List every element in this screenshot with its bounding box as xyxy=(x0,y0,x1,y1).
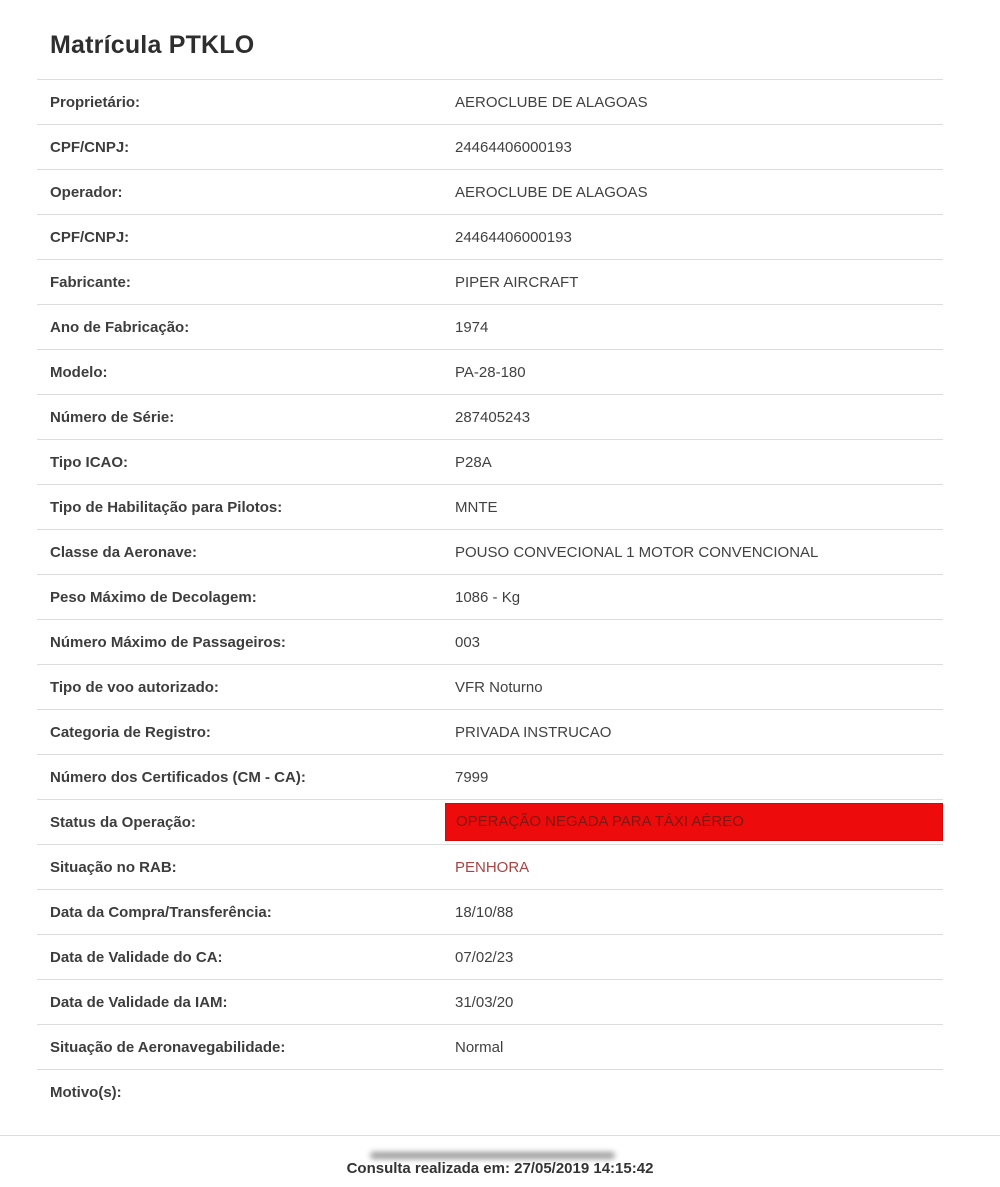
table-row xyxy=(37,935,943,980)
row-label: Motivo(s): xyxy=(50,1084,122,1101)
row-label: Data de Validade da IAM: xyxy=(50,993,228,1011)
row-label: Número Máximo de Passageiros: xyxy=(50,633,286,651)
table-row xyxy=(37,395,943,440)
row-label: Operador: xyxy=(50,183,123,201)
row-value: 24464406000193 xyxy=(455,138,572,156)
row-label: Situação no RAB: xyxy=(50,858,177,876)
row-value: 003 xyxy=(455,633,481,651)
row-label: Categoria de Registro: xyxy=(50,723,211,741)
row-value: VFR Noturno xyxy=(455,678,543,696)
row-value: 18/10/88 xyxy=(455,903,514,921)
row-value: 07/02/23 xyxy=(455,948,514,966)
table-row-status xyxy=(37,800,943,845)
row-value: 1974 xyxy=(455,318,489,336)
row-label: Data da Compra/Transferência: xyxy=(50,903,272,921)
dark-smudge-artifact xyxy=(370,1152,615,1159)
table-row xyxy=(37,1025,943,1070)
row-label: Data de Validade do CA: xyxy=(50,948,223,966)
row-value: 7999 xyxy=(455,768,489,786)
page-header xyxy=(37,0,943,80)
consulta-timestamp: Consulta realizada em: 27/05/2019 14:15:42 xyxy=(346,1160,654,1177)
row-value: PRIVADA INSTRUCAO xyxy=(455,723,612,741)
row-value: 1086 - Kg xyxy=(455,588,521,606)
row-label: Classe da Aeronave: xyxy=(50,543,198,561)
row-value: PA-28-180 xyxy=(455,363,526,381)
table-row xyxy=(37,305,943,350)
row-value: 24464406000193 xyxy=(455,228,572,246)
table-row xyxy=(37,710,943,755)
row-value: MNTE xyxy=(455,498,498,516)
row-label: Peso Máximo de Decolagem: xyxy=(50,588,257,606)
row-label: Status da Operação: xyxy=(50,813,196,831)
row-value: P28A xyxy=(455,453,492,471)
table-row xyxy=(37,215,943,260)
row-value: Normal xyxy=(455,1038,504,1056)
table-row xyxy=(37,575,943,620)
row-label: Número de Série: xyxy=(50,408,175,426)
table-row xyxy=(37,890,943,935)
row-label: Fabricante: xyxy=(50,273,131,291)
row-label: Proprietário: xyxy=(50,93,141,111)
row-value xyxy=(455,803,943,841)
row-value: AEROCLUBE DE ALAGOAS xyxy=(455,93,648,111)
status-negada-badge: OPERAÇÃO NEGADA PARA TÁXI AÉREO xyxy=(445,803,943,841)
row-value: 31/03/20 xyxy=(455,993,514,1011)
row-label: Tipo de Habilitação para Pilotos: xyxy=(50,498,283,516)
table-row xyxy=(37,530,943,575)
row-value: POUSO CONVECIONAL 1 MOTOR CONVENCIONAL xyxy=(455,543,819,561)
table-row xyxy=(37,755,943,800)
table-row xyxy=(37,620,943,665)
row-value: PIPER AIRCRAFT xyxy=(455,273,579,291)
table-row xyxy=(37,485,943,530)
row-value xyxy=(455,859,943,876)
row-label: Situação de Aeronavegabilidade: xyxy=(50,1038,286,1056)
row-value: AEROCLUBE DE ALAGOAS xyxy=(455,183,648,201)
table-row xyxy=(37,440,943,485)
table-row xyxy=(37,980,943,1025)
table-row xyxy=(37,170,943,215)
row-label: Tipo ICAO: xyxy=(50,453,129,471)
table-row-motivos xyxy=(37,1070,943,1135)
registration-table xyxy=(37,0,943,1135)
row-label: Modelo: xyxy=(50,363,108,381)
row-label: Número dos Certificados (CM - CA): xyxy=(50,768,306,786)
row-label: CPF/CNPJ: xyxy=(50,228,130,246)
page-title: Matrícula PTKLO xyxy=(50,31,255,59)
table-row xyxy=(37,125,943,170)
row-label: Tipo de voo autorizado: xyxy=(50,678,219,696)
table-row xyxy=(37,80,943,125)
table-row-rab xyxy=(37,845,943,890)
row-label: Ano de Fabricação: xyxy=(50,318,190,336)
penhora-link[interactable]: PENHORA xyxy=(455,858,530,876)
row-value: 287405243 xyxy=(455,408,531,426)
footer xyxy=(0,1135,1000,1187)
table-row xyxy=(37,665,943,710)
table-row xyxy=(37,350,943,395)
row-label: CPF/CNPJ: xyxy=(50,138,130,156)
table-row xyxy=(37,260,943,305)
